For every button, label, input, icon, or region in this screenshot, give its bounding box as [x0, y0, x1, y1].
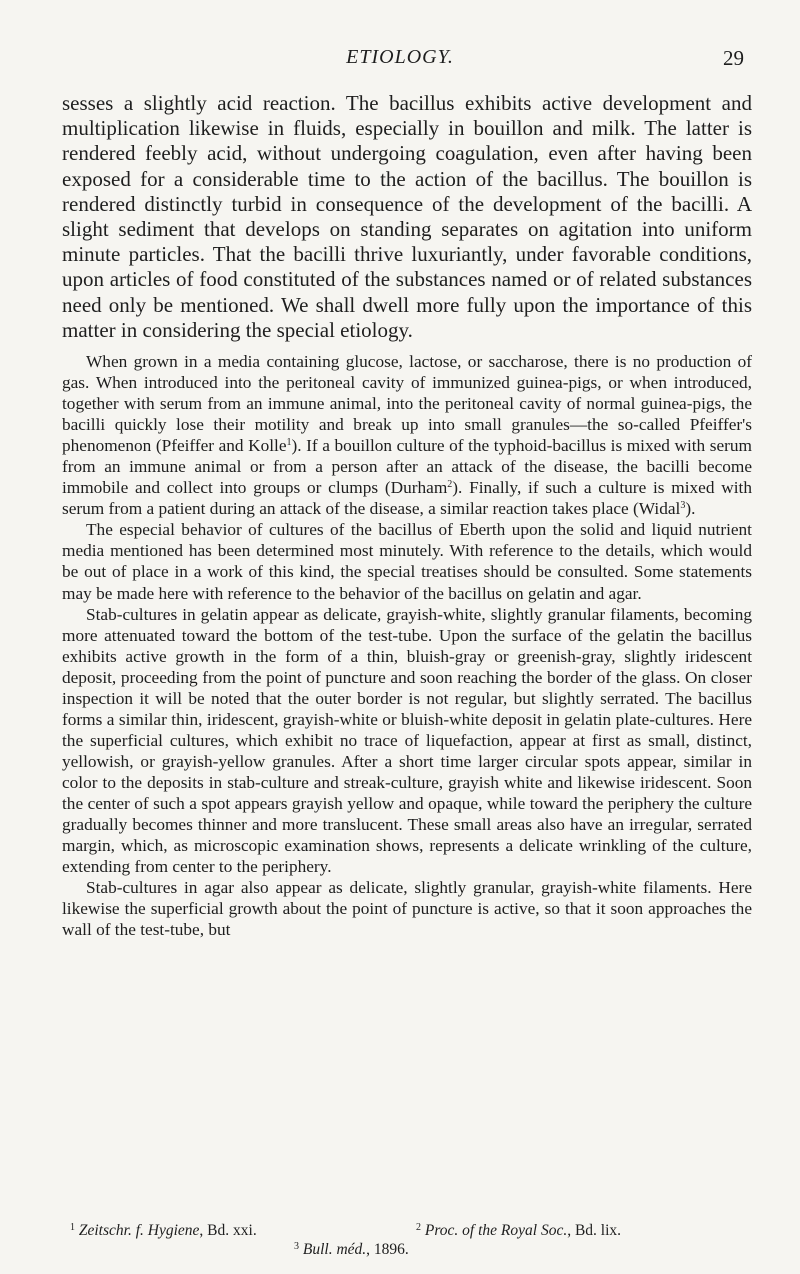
main-text: [62, 91, 752, 343]
running-head: [0, 38, 800, 68]
paragraph-gelatin-cultures: Stab-cultures in gelatin appear as delicate, grayish-white, slightly granular filaments, becoming more attenuated toward the bottom of the test-tube. Upon the surface of the gelatin the bacillus exhibits active growth in the form of a thin, bluish-gray or greenish-gray, slightly iridescent deposit, proceeding from the point of puncture and soon reaching the border of the glass. On closer inspection it will be noted that the outer border is not regular, but slightly serrated. The bacillus forms a similar thin, iridescent, grayish-white or bluish-white deposit in gelatin plate-cultures. Here the superficial cultures, which exhibit no trace of liquefaction, appear at first as small, distinct, yellowish, or grayish-yellow granules. After a short time larger circular spots appear, similar in color to the deposits in stab-culture and streak-culture, grayish white and likewise iridescent. Soon the center of such a spot appears grayish yellow and opaque, while toward the periphery the culture gradually becomes thinner and more translucent. These small areas also have an irregular, serrated margin, which, as microscopic examination shows, represents a delicate wrinkling of the culture, extending from center to the periphery.: [62, 604, 752, 877]
footnote-ref-2: 2: [447, 479, 453, 491]
footnotes: [62, 1221, 752, 1259]
footnote-1: $^1$ Zeitschr. f. Hygiene, Bd. xxi.: [70, 1222, 257, 1239]
footnote-3: $^3$ Bull. méd., 1896.: [294, 1241, 409, 1258]
small-type-text: [62, 351, 752, 940]
paragraph-culture-behavior: The especial behavior of cultures of the bacillus of Eberth upon the solid and liquid nutrient media mentioned has been determined most minutely. With reference to the details, which would be out of place in a work of this kind, the special treatises should be consulted. Some statements may be made here with reference to the behavior of the bacillus on gelatin and agar.: [62, 520, 752, 603]
paragraph-gas-production: When grown in a media containing glucose, lactose, or saccharose, there is no production of gas. When introduced into the peritoneal cavity of immunized guinea-pigs, or when introduced, together with serum from an immune animal, into the peritoneal cavity of normal guinea-pigs, the bacilli quickly lose their motility and break up into small granules—the so-called Pfeiffer's phenomenon (Pfeiffer and Kolle$^1$). If a bouillon culture of the typhoid-bacillus is mixed with serum from an immune animal or from a person after an attack of the disease, the bacilli become immobile and collect into groups or clumps (Durham$^2$). Finally, if such a culture is mixed with serum from a patient during an attack of the disease, a similar reaction takes place (Widal$^3$).: [62, 352, 752, 519]
footnote-2: $^2$ Proc. of the Royal Soc., Bd. lix.: [416, 1222, 622, 1239]
footnote-ref-1: 1: [286, 437, 292, 449]
footnote-ref-3: 3: [680, 500, 686, 512]
running-title: ETIOLOGY.: [346, 46, 454, 68]
page-number: 29: [723, 46, 744, 70]
paragraph-agar-cultures: Stab-cultures in agar also appear as delicate, slightly granular, grayish-white filaments. Here likewise the superficial growth about the point of puncture is active, so that it soon approaches the wall of the test-tube, but: [62, 878, 752, 940]
paragraph-bouillon: sesses a slightly acid reaction. The bacillus exhibits active development and multiplication likewise in fluids, especially in bouillon and milk. The latter is rendered feebly acid, without undergoing coagulation, even after having been exposed for a considerable time to the action of the bacillus. The bouillon is rendered distinctly turbid in consequence of the development of the bacilli. A slight sediment that develops on standing separates on agitation into uniform minute particles. That the bacilli thrive luxuriantly, under favorable conditions, upon articles of food constituted of the substances named or of related substances need only be mentioned. We shall dwell more fully upon the importance of this matter in considering the special etiology.: [62, 91, 752, 342]
